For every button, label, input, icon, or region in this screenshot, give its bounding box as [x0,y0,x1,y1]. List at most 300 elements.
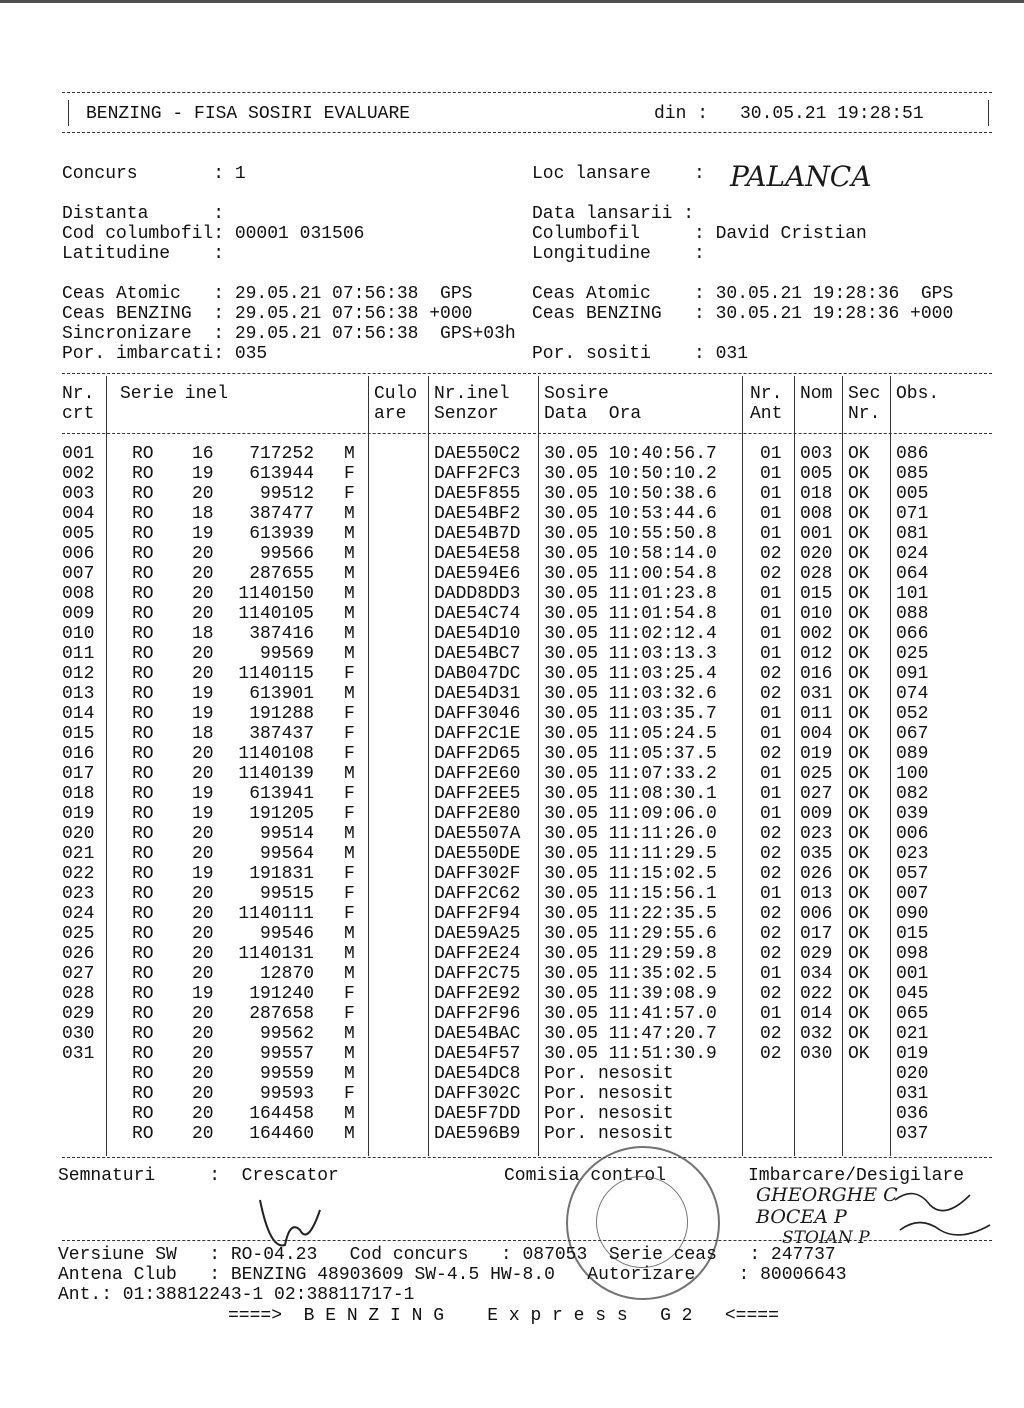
cell-sosire: 30.05 11:11:26.0 [544,824,717,844]
cell-nom: 028 [800,564,833,584]
cell-obs: 066 [896,624,929,644]
cell-nr: 001 [62,444,95,464]
cell-obs: 082 [896,784,929,804]
cell-sex: M [344,924,355,944]
cell-obs: 021 [896,1024,929,1044]
cell-obs: 074 [896,684,929,704]
cell-sec: OK [848,544,870,564]
cell-nr: 018 [62,784,95,804]
cell-sosire: 30.05 11:47:20.7 [544,1024,717,1044]
cell-obs: 081 [896,524,929,544]
cell-sec: OK [848,684,870,704]
cell-nr: 021 [62,844,95,864]
cell-sex: M [344,844,355,864]
cell-inel: 99546 [259,924,314,944]
cell-inel: 99514 [259,824,314,844]
cell-ant: 01 [760,644,782,664]
cell-tara: RO [132,624,154,644]
cell-sex: F [344,464,355,484]
cell-sex: M [344,1124,355,1144]
cell-sec: OK [848,704,870,724]
col-header-nr-ant: Nr. [750,384,783,404]
cell-sex: M [344,684,355,704]
col-header-sec: Sec [848,384,881,404]
header-bottom-rule [62,132,992,133]
cell-tara: RO [132,664,154,684]
cell-sec: OK [848,664,870,684]
cell-sex: M [344,504,355,524]
cell-an: 20 [192,1044,214,1064]
cell-tara: RO [132,824,154,844]
cell-tara: RO [132,924,154,944]
cell-senzor: DAFF2E60 [434,764,521,784]
cell-an: 20 [192,964,214,984]
cell-nom: 008 [800,504,833,524]
cell-sosire: 30.05 11:51:30.9 [544,1044,717,1064]
cell-sex: M [344,1064,355,1084]
cell-nom: 009 [800,804,833,824]
cell-nom: 012 [800,644,833,664]
cell-ant: 02 [760,744,782,764]
cell-sex: F [344,1004,355,1024]
cell-ant: 02 [760,564,782,584]
cell-sosire: 30.05 11:22:35.5 [544,904,717,924]
cell-ant: 01 [760,484,782,504]
cell-obs: 086 [896,444,929,464]
cell-sex: M [344,644,355,664]
cell-senzor: DAFF2FC3 [434,464,521,484]
cell-sosire: 30.05 11:03:32.6 [544,684,717,704]
cell-inel: 164458 [249,1104,314,1124]
cell-ant: 02 [760,664,782,684]
cell-sosire: 30.05 11:03:35.7 [544,704,717,724]
cell-an: 20 [192,1084,214,1104]
cell-sec: OK [848,504,870,524]
cell-inel: 99512 [259,484,314,504]
cell-obs: 024 [896,544,929,564]
cell-obs: 037 [896,1124,929,1144]
semnaturi-line: Semnaturi : Crescator [58,1166,339,1186]
imbarcare-desigilare-label: Imbarcare/Desigilare [748,1166,965,1186]
cell-sosire: 30.05 11:41:57.0 [544,1004,717,1024]
cell-tara: RO [132,464,154,484]
cell-ant: 01 [760,604,782,624]
cell-obs: 064 [896,564,929,584]
cell-sec: OK [848,644,870,664]
cell-obs: 015 [896,924,929,944]
cell-sec: OK [848,624,870,644]
cell-ant: 02 [760,924,782,944]
cell-nr: 010 [62,624,95,644]
cell-sex: M [344,1104,355,1124]
cell-senzor: DAFF2EE5 [434,784,521,804]
cell-nom: 004 [800,724,833,744]
cell-ant: 01 [760,524,782,544]
cell-obs: 019 [896,1044,929,1064]
cell-sex: F [344,804,355,824]
ceas-atomic-end: Ceas Atomic : 30.05.21 19:28:36 GPS [532,284,954,304]
cell-ant: 01 [760,1004,782,1024]
cell-nr: 004 [62,504,95,524]
cell-tara: RO [132,1084,154,1104]
cell-obs: 100 [896,764,929,784]
cell-an: 18 [192,504,214,524]
cell-an: 20 [192,644,214,664]
cell-ant: 01 [760,624,782,644]
cell-nr: 030 [62,1024,95,1044]
cell-sec: OK [848,464,870,484]
cell-an: 19 [192,464,214,484]
cell-sex: F [344,904,355,924]
handwritten-name-2: BOCEA P [756,1206,847,1228]
cell-sex: F [344,664,355,684]
cell-inel: 387416 [249,624,314,644]
cell-tara: RO [132,504,154,524]
cell-sex: F [344,484,355,504]
cell-nom: 030 [800,1044,833,1064]
table-header-rule [62,433,992,434]
cell-an: 20 [192,884,214,904]
cell-tara: RO [132,1104,154,1124]
col-header-data-ora: Data Ora [544,404,642,424]
cell-sex: F [344,784,355,804]
cell-sec: OK [848,484,870,504]
cell-tara: RO [132,444,154,464]
cell-tara: RO [132,604,154,624]
cell-sosire: 30.05 11:01:23.8 [544,584,717,604]
cell-senzor: DAE54F57 [434,1044,521,1064]
cell-inel: 1140115 [238,664,314,684]
cell-sec: OK [848,724,870,744]
cell-ant: 01 [760,584,782,604]
col-header-crt: crt [62,404,95,424]
cell-inel: 387477 [249,504,314,524]
col-divider [368,376,369,1156]
cell-obs: 020 [896,1064,929,1084]
cell-obs: 088 [896,604,929,624]
cell-inel: 387437 [249,724,314,744]
cell-an: 20 [192,1004,214,1024]
cell-sosire: 30.05 11:01:54.8 [544,604,717,624]
cell-ant: 01 [760,444,782,464]
cell-obs: 006 [896,824,929,844]
cod-columbofil-line: Cod columbofil: 00001 031506 [62,224,365,244]
cell-sosire: 30.05 10:58:14.0 [544,544,717,564]
benzing-banner: ====> B E N Z I N G E x p r e s s G 2 <==== [228,1306,779,1326]
cell-sec: OK [848,744,870,764]
cell-inel: 613944 [249,464,314,484]
col-header-serie-inel: Serie inel [120,384,229,404]
cell-an: 19 [192,864,214,884]
cell-nom: 025 [800,764,833,784]
cell-sec: OK [848,1024,870,1044]
cell-inel: 613939 [249,524,314,544]
cell-nr: 017 [62,764,95,784]
cell-inel: 613941 [249,784,314,804]
cell-an: 19 [192,804,214,824]
cell-inel: 191240 [249,984,314,1004]
col-header-obs: Obs. [896,384,940,404]
cell-sex: M [344,524,355,544]
cell-obs: 085 [896,464,929,484]
cell-senzor: DAE596B9 [434,1124,521,1144]
cell-an: 18 [192,624,214,644]
cell-obs: 071 [896,504,929,524]
cell-senzor: DAE54D10 [434,624,521,644]
cell-senzor: DAE5F855 [434,484,521,504]
cell-ant: 01 [760,724,782,744]
ant-line: Ant.: 01:38812243-1 02:38811717-1 [58,1285,415,1305]
cell-nr: 005 [62,524,95,544]
cell-sosire: 30.05 11:03:13.3 [544,644,717,664]
cell-ant: 01 [760,784,782,804]
cell-an: 20 [192,1064,214,1084]
cell-an: 20 [192,904,214,924]
cell-sex: M [344,764,355,784]
cell-an: 18 [192,724,214,744]
handwritten-name-1: GHEORGHE C [756,1184,898,1206]
cell-an: 20 [192,584,214,604]
cell-sex: F [344,724,355,744]
cell-sosire: 30.05 11:05:37.5 [544,744,717,764]
cell-sec: OK [848,984,870,1004]
cell-sosire: Por. nesosit [544,1124,674,1144]
cell-sex: F [344,884,355,904]
cell-nom: 001 [800,524,833,544]
cell-senzor: DAE54DC8 [434,1064,521,1084]
cell-sex: M [344,944,355,964]
cell-tara: RO [132,1044,154,1064]
cell-senzor: DADD8DD3 [434,584,521,604]
cell-inel: 191831 [249,864,314,884]
cell-sec: OK [848,804,870,824]
handwritten-name-3: STOIAN P [782,1228,870,1248]
cell-sec: OK [848,764,870,784]
cell-senzor: DAFF2E92 [434,984,521,1004]
col-header-ant: Ant [750,404,783,424]
cell-inel: 1140139 [238,764,314,784]
cell-sosire: 30.05 11:03:25.4 [544,664,717,684]
cell-sosire: 30.05 11:00:54.8 [544,564,717,584]
cell-senzor: DAFF302F [434,864,521,884]
cell-nr: 009 [62,604,95,624]
cell-nom: 013 [800,884,833,904]
cell-sec: OK [848,944,870,964]
cell-obs: 045 [896,984,929,1004]
cell-an: 20 [192,544,214,564]
cell-nr: 023 [62,884,95,904]
cell-senzor: DAE550DE [434,844,521,864]
cell-sex: F [344,984,355,1004]
cell-obs: 098 [896,944,929,964]
cell-sosire: 30.05 11:29:55.6 [544,924,717,944]
cell-an: 20 [192,844,214,864]
cell-obs: 007 [896,884,929,904]
header-top-rule [62,92,992,93]
cell-nom: 002 [800,624,833,644]
cell-nom: 029 [800,944,833,964]
table-top-rule [62,373,992,374]
cell-sec: OK [848,1004,870,1024]
col-header-nom: Nom [800,384,833,404]
cell-tara: RO [132,1064,154,1084]
cell-ant: 02 [760,1044,782,1064]
cell-obs: 031 [896,1084,929,1104]
cell-sec: OK [848,784,870,804]
loc-lansare-handwritten: PALANCA [730,160,872,193]
cell-ant: 01 [760,504,782,524]
cell-nom: 023 [800,824,833,844]
cell-sosire: 30.05 10:50:38.6 [544,484,717,504]
comisia-control-label: Comisia control [504,1166,667,1186]
cell-tara: RO [132,904,154,924]
cell-ant: 02 [760,544,782,564]
cell-tara: RO [132,704,154,724]
cell-nr: 025 [62,924,95,944]
cell-inel: 164460 [249,1124,314,1144]
cell-an: 19 [192,524,214,544]
cell-nr: 026 [62,944,95,964]
antena-club-line: Antena Club : BENZING 48903609 SW-4.5 HW-8.0 Autorizare : 80006643 [58,1265,847,1285]
cell-senzor: DAFF3046 [434,704,521,724]
latitudine-line: Latitudine : [62,244,225,264]
cell-sosire: Por. nesosit [544,1104,674,1124]
cell-senzor: DAE54B7D [434,524,521,544]
cell-senzor: DAE54BAC [434,1024,521,1044]
cell-inel: 12870 [259,964,314,984]
loc-lansare-line: Loc lansare : [532,164,705,184]
cell-sex: M [344,444,355,464]
din-label: din : [654,104,709,124]
col-header-nr-inel: Nr.inel [434,384,510,404]
cell-sosire: 30.05 10:40:56.7 [544,444,717,464]
cell-inel: 287658 [249,1004,314,1024]
cell-nom: 010 [800,604,833,624]
footer-rule [62,1240,992,1241]
cell-ant: 01 [760,764,782,784]
scan-edge [0,0,1024,3]
col-divider [890,376,891,1156]
longitudine-line: Longitudine : [532,244,705,264]
col-divider [428,376,429,1156]
cell-nom: 027 [800,784,833,804]
cell-nom: 003 [800,444,833,464]
cell-obs: 101 [896,584,929,604]
cell-sec: OK [848,824,870,844]
cell-nr: 014 [62,704,95,724]
cell-ant: 01 [760,704,782,724]
cell-sosire: 30.05 11:11:29.5 [544,844,717,864]
cell-tara: RO [132,944,154,964]
cell-sec: OK [848,884,870,904]
header-left-border [68,100,69,126]
cell-ant: 01 [760,884,782,904]
cell-senzor: DAE594E6 [434,564,521,584]
cell-nom: 016 [800,664,833,684]
din-value: 30.05.21 19:28:51 [740,104,924,124]
cell-inel: 1140150 [238,584,314,604]
cell-tara: RO [132,804,154,824]
cell-sex: M [344,964,355,984]
cell-senzor: DAE550C2 [434,444,521,464]
cell-inel: 99593 [259,1084,314,1104]
cell-tara: RO [132,584,154,604]
ceas-atomic-start: Ceas Atomic : 29.05.21 07:56:38 GPS [62,284,473,304]
cell-sosire: 30.05 11:15:56.1 [544,884,717,904]
cell-an: 16 [192,444,214,464]
cell-ant: 02 [760,824,782,844]
cell-sosire: 30.05 10:53:44.6 [544,504,717,524]
cell-an: 19 [192,984,214,1004]
cell-an: 19 [192,784,214,804]
cell-sex: F [344,704,355,724]
cell-tara: RO [132,1024,154,1044]
ceas-benzing-start: Ceas BENZING : 29.05.21 07:56:38 +000 [62,304,473,324]
cell-nr: 006 [62,544,95,564]
cell-obs: 091 [896,664,929,684]
cell-nom: 020 [800,544,833,564]
cell-senzor: DAFF2C75 [434,964,521,984]
cell-nr: 008 [62,584,95,604]
cell-inel: 99562 [259,1024,314,1044]
cell-tara: RO [132,644,154,664]
cell-obs: 090 [896,904,929,924]
cell-nom: 022 [800,984,833,1004]
cell-tara: RO [132,684,154,704]
cell-nom: 026 [800,864,833,884]
cell-sec: OK [848,924,870,944]
cell-ant: 01 [760,804,782,824]
cell-sosire: 30.05 11:02:12.4 [544,624,717,644]
cell-senzor: DAFF302C [434,1084,521,1104]
cell-sex: M [344,584,355,604]
cell-nom: 005 [800,464,833,484]
cell-sosire: Por. nesosit [544,1084,674,1104]
cell-sec: OK [848,964,870,984]
concurs-line: Concurs : 1 [62,164,246,184]
cell-inel: 1140111 [238,904,314,924]
cell-an: 20 [192,664,214,684]
cell-senzor: DAE54C74 [434,604,521,624]
cell-senzor: DAE54BC7 [434,644,521,664]
cell-an: 20 [192,764,214,784]
cell-senzor: DAFF2F94 [434,904,521,924]
sincronizare-line: Sincronizare : 29.05.21 07:56:38 GPS+03h [62,324,516,344]
cell-nom: 015 [800,584,833,604]
cell-senzor: DAE5F7DD [434,1104,521,1124]
col-divider [842,376,843,1156]
cell-obs: 025 [896,644,929,664]
cell-nr: 003 [62,484,95,504]
cell-sex: M [344,1024,355,1044]
col-header-sosire: Sosire [544,384,609,404]
cell-tara: RO [132,864,154,884]
cell-tara: RO [132,544,154,564]
cell-sec: OK [848,864,870,884]
cell-nr: 031 [62,1044,95,1064]
cell-an: 19 [192,684,214,704]
cell-an: 20 [192,1024,214,1044]
cell-sec: OK [848,444,870,464]
cell-ant: 02 [760,844,782,864]
cell-sosire: Por. nesosit [544,1064,674,1084]
cell-ant: 01 [760,964,782,984]
cell-inel: 1140105 [238,604,314,624]
cell-nr: 027 [62,964,95,984]
cell-obs: 039 [896,804,929,824]
cell-nr: 012 [62,664,95,684]
col-divider [538,376,539,1156]
